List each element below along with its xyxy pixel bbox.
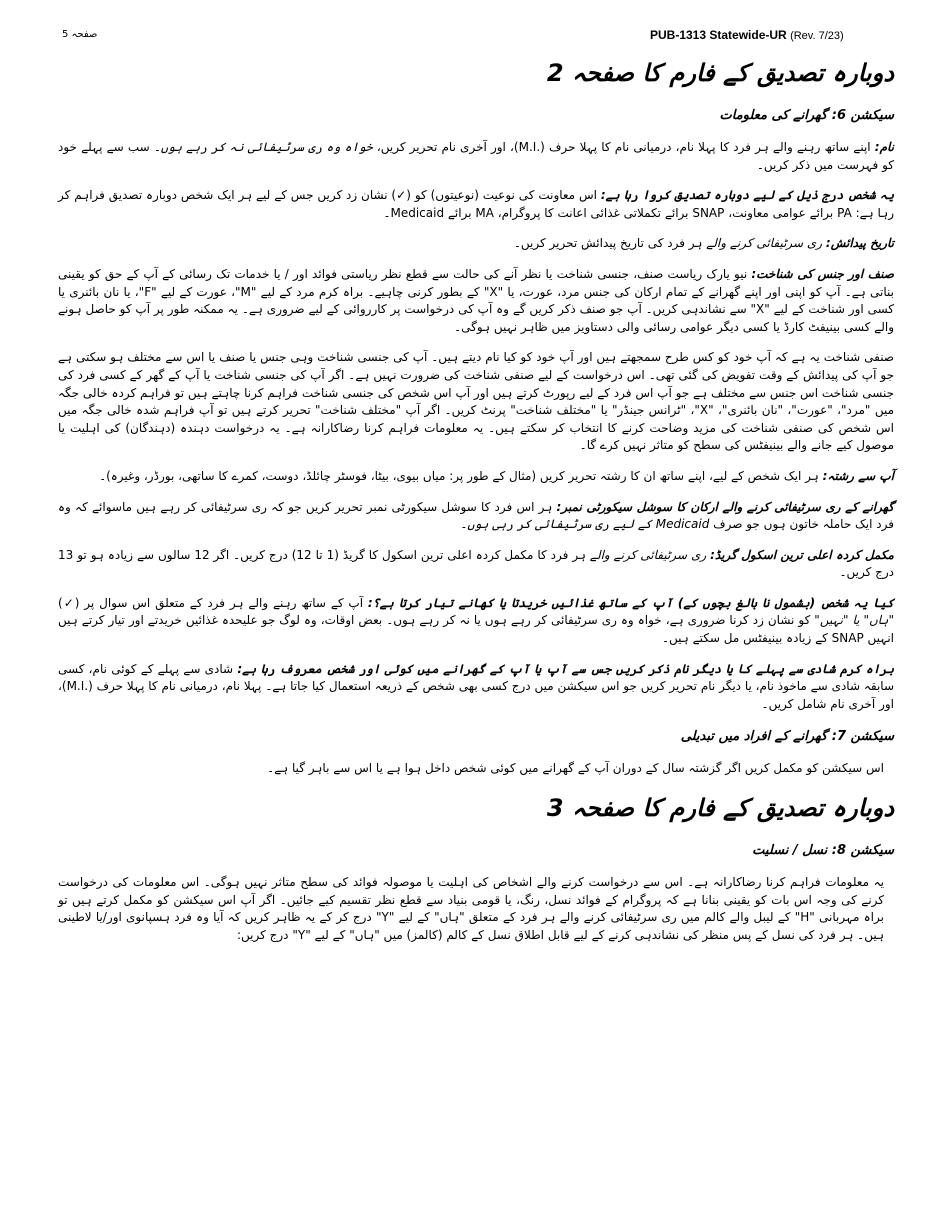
food-tail: کو نشان زد کرنا ضروری ہے، خواہ وہ ری سرٹیفائی کر رہے ہوں یا نہ کر رہے ہوں۔ بعض اوقات، وہ لوگ جو علیحدہ غذائیں خریدتے اور تیار کرتے ہیں انہیں SNAP کے زیادہ بینیفٹس مل سکتے ہیں۔: [58, 613, 894, 646]
relationship-label: آپ سے رشتہ:: [822, 468, 894, 483]
dob-label: تاریخ پیدائش:: [825, 236, 894, 251]
publication-id: [650, 28, 844, 42]
page-header: [60, 26, 892, 46]
ssn-label: گھرانے کے ری سرٹیفائی کرنے والے ارکان کا سوشل سیکورٹی نمبر:: [556, 499, 894, 514]
dob-paragraph: [58, 235, 894, 253]
other-names-paragraph: [58, 661, 894, 714]
gender-identity-paragraph: صنفی شناخت یہ ہے کہ آپ خود کو کس طرح سمجھتے ہیں اور آپ خود کو کیا نام دیتے ہیں۔ آپ کی جنسی شناخت وہی جنس یا صنف یا اس سے مختلف ہو سکتی ہے جو آپ کی پیدائش کے وقت تفویض کی گئی تھی۔ اس درخواست کے لیے صنفی شناخت کی ضرورت نہیں ہے۔ اگر آپ کی جنسی شناخت یا آپ کے گھر کے کسی فرد کی جنسی شناخت اس جنس سے مختلف ہے جو آپ اس فرد کے لیے رپورٹ کرتے ہیں اور آپ اس شخص کی جنسی شناخت فراہم کرنا چاہتے ہیں تو فراہم کردہ خالی جگہ میں "مرد"، "عورت"، "نان بائنری"، "X"، "ٹرانس جینڈر" یا "مختلف شناخت" پرنٹ کریں۔ اگر آپ "مختلف شناخت" تحریر کرتے ہیں تو آپ فراہم شدہ خالی جگہ میں اس شخص کی صنفی شناخت کی مزید وضاحت کرنے کا انتخاب کر سکتے ہیں۔ یہ معلومات فراہم کرنا رضاکارانہ ہے۔ یہ درخواست دہندہ (دہندگان) کی اہلیت یا موصول کیے جانے والے بینیفٹس کی سطح کو متاثر نہیں کرے گا۔: [58, 350, 894, 453]
food-emphasis: "ہاں" یا "نہیں": [814, 613, 894, 628]
school-paragraph: [58, 547, 894, 582]
page2-heading: دوبارہ تصدیق کے فارم کا صفحہ 2: [546, 59, 894, 87]
dob-text: ہر فرد کی تاریخ پیدائش تحریر کریں۔: [513, 236, 707, 251]
school-emphasis: ری سرٹیفائی کرنے والے: [589, 547, 711, 562]
section7-heading: سیکشن 7: گھرانے کے افراد میں تبدیلی: [680, 729, 894, 745]
page3-heading: دوبارہ تصدیق کے فارم کا صفحہ 3: [546, 794, 894, 823]
school-text: ہر فرد کا مکمل کردہ اعلی ترین اسکول کا گریڈ (1 تا 12) درج کریں۔ اگر 12 سالوں سے زیادہ ہو تو 13 درج کریں۔: [58, 547, 894, 580]
name-text: اپنے ساتھ رہنے والے ہر فرد کا پہلا نام، درمیانی نام کا پہلا حرف (.M.I)، اور آخری نام تحریر کریں،: [372, 140, 875, 154]
section7-paragraph: اس سیکشن کو مکمل کریں اگر گزشتہ سال کے دوران آپ کے گھرانے میں کوئی شخص داخل ہوا ہے یا اس سے باہر گیا ہے۔: [267, 761, 884, 776]
program-paragraph: [58, 187, 894, 222]
program-label: یہ شخص درج ذیل کے لیے دوبارہ تصدیق کروا رہا ہے:: [600, 188, 894, 203]
name-emphasis: خواہ وہ ری سرٹیفائی نہ کر رہے ہوں: [160, 140, 373, 154]
revision-label: (Rev. 7/23): [790, 30, 844, 42]
ssn-text: ہر اس فرد کا سوشل سیکورٹی نمبر تحریر کریں جو کہ ری سرٹیفائی کر رہے ہیں ماسوائے کہ وہ فرد ایک حاملہ خاتون ہوں جو صرف: [58, 499, 894, 532]
other-names-text: شادی سے پہلے کے کوئی نام، کسی سابقہ شادی سے ماخوذ نام، یا دیگر نام تحریر کریں جو اس سیکشن میں درج کسی بھی شخص کے ذریعہ استعمال کیا جاتا ہے۔ پہلا نام، درمیانی نام کا پہلا حرف (.M.I)، اور آخری نام شامل کریں۔: [58, 661, 894, 711]
food-text: آپ کے ساتھ رہنے والے ہر فرد کے متعلق اس سوال پر (✓): [58, 595, 368, 610]
sex-text: نیو یارک ریاست صنف، جنسی شناخت یا نظر آنے کی حالت سے قطع نظر ریاستی فوائد اور / یا خدمات تک رسائی کے آپ کے حق کو یقینی بناتی ہے۔ آپ کو اپنی اور اپنے گھرانے کے تمام ارکان کی جنس مرد، عورت، یا "X" کے بطور کرنی چاہیے۔ براہ کرم مرد کے لیے "M"، عورت کے لیے "F"، یا نان بائنری یا کسی اور شناخت کے لیے "X" سے نشاندہی کریں۔ آپ جو صنف ذکر کریں گے وہ آپ کی درخواست پر کارروائی کے لیے ضروری ہے۔ یہ ممکنہ طور پر آپ کو حاصل ہونے والے کسی بینیفٹ کارڈ یا کسی دیگر عوامی رسائی والی دستاویز میں ظاہر نہیں ہوگی۔: [58, 266, 895, 334]
page-number: صفحہ 5: [62, 29, 98, 40]
other-names-label: براہ کرم شادی سے پہلے کا یا دیگر نام ذکر کریں جس سے آپ یا آپ کے گھرانے میں کوئی اور شخص معروف رہا ہے:: [237, 661, 894, 676]
relationship-paragraph: [58, 468, 894, 486]
school-label: مکمل کردہ اعلی ترین اسکول گریڈ:: [710, 547, 894, 562]
section6-heading: سیکشن 6: گھرانے کی معلومات: [719, 108, 894, 123]
ssn-paragraph: [58, 499, 894, 534]
food-paragraph: [58, 595, 894, 648]
dob-emphasis: ری سرٹیفائی کرنے والے: [706, 236, 826, 251]
name-paragraph: [58, 139, 894, 174]
program-text: اس معاونت کی نوعیت (نوعیتوں) کو (✓) نشان زد کریں جس کے لیے ہر ایک شخص دوبارہ تصدیق فراہم کر رہا ہے: PA برائے عوامی معاونت، SNAP برائے تکملاتی غذائی اعانت کا پروگرام، MA برائے Medicaid۔: [58, 188, 894, 220]
food-label: کیا یہ شخص (بشمول نا بالغ بچوں کے) آپ کے ساتھ غذائیں خریدتا یا کھانے تیار کرتا ہے؟:: [367, 595, 894, 610]
section8-heading: سیکشن 8: نسل / نسلیت: [752, 843, 894, 859]
sex-label: صنف اور جنس کی شناخت:: [751, 266, 894, 281]
name-label: نام:: [874, 140, 895, 154]
publication-code: PUB-1313 Statewide-UR: [650, 28, 787, 42]
ssn-emphasis: Medicaid کے لیے ری سرٹیفائی کر رہی ہوں۔: [460, 517, 710, 532]
section8-paragraph: یہ معلومات فراہم کرنا رضاکارانہ ہے۔ اس سے درخواست کرنے والے اشخاص کی اہلیت یا موصولہ فوائد کی سطح متاثر نہیں ہوگی۔ اس معلومات کی درخواست کرنے کی وجہ اس بات کو یقینی بنانا ہے کہ پروگرام کے فوائد نسل، رنگ، یا قومی بنیاد سے قطع نظر تقسیم کیے جائیں۔ اگر آپ اس سیکشن کو مکمل کرتے ہیں تو براہ مہربانی "H" کے لیبل والے کالم میں ری سرٹیفائی کرنے والے ہر فرد کے متعلق "ہاں" کے لیے "Y" درج کر کے یہ ظاہر کریں کہ آیا وہ فرد ہسپانوی اور/یا لاطینی ہیں۔ ہر فرد کی نسل کے پس منظر کی نشاندہی کرنے کے لیے قابل اطلاق نسل کے کالم (کالمز) میں "ہاں" کے لیے "Y" درج کریں:: [58, 875, 884, 942]
relationship-text: ہر ایک شخص کے لیے، اپنے ساتھ ان کا رشتہ تحریر کریں (مثال کے طور پر: میاں بیوی، بیٹا، فوسٹر چائلڈ، دوست، کمرے کا ساتھی، بورڈر، وغیرہ)۔: [99, 468, 823, 483]
name-tail: ۔ سب سے پہلے خود کو فہرست میں ذکر کریں۔: [58, 140, 894, 172]
sex-paragraph: [58, 266, 894, 336]
document-body: [58, 56, 894, 957]
